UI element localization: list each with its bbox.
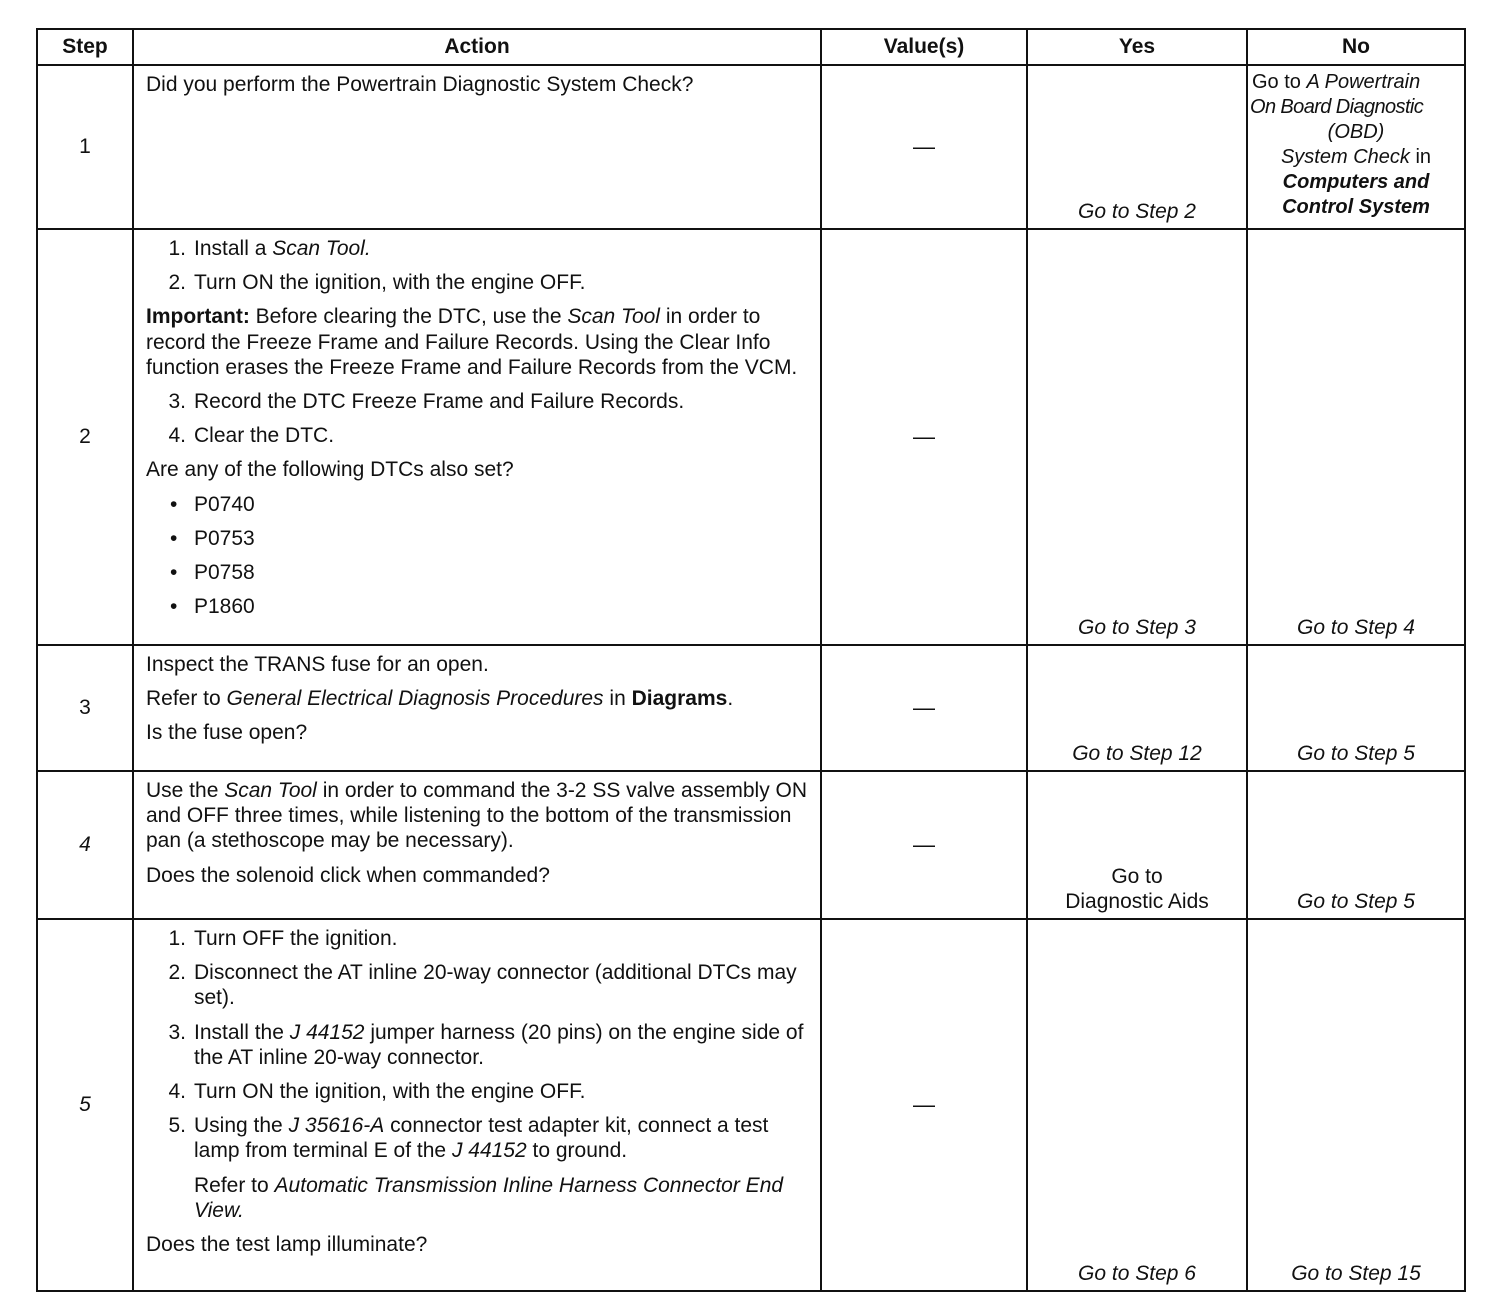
yes-link[interactable]: Go to Step 6 [1078,1261,1196,1285]
no-link[interactable]: Go to Step 15 [1291,1261,1421,1285]
dtc-list-item: • P0740 [170,492,255,516]
dtc-list-item: • P0753 [170,526,255,550]
no-link[interactable]: Go to Step 4 [1297,615,1415,639]
list-item: 3. Record the DTC Freeze Frame and Failure Records. [168,389,685,413]
action-cell [133,645,821,771]
yes-cell [1027,771,1247,919]
header-yes: Yes [1027,29,1247,65]
dtc-list-item: • P0758 [170,560,255,584]
yes-link[interactable]: Go to Step 12 [1072,741,1202,765]
step-number: 5 [37,919,133,1291]
yes-link[interactable]: Go to Diagnostic Aids [1065,864,1209,913]
question-text: Is the fuse open? [146,721,308,745]
question-text: Does the test lamp illuminate? [146,1232,428,1256]
no-cell [1247,919,1465,1291]
no-cell [1247,229,1465,645]
yes-cell [1027,65,1247,229]
yes-link[interactable]: Go to Step 3 [1078,615,1196,639]
action-text: Inspect the TRANS fuse for an open. [146,653,489,676]
header-values: Value(s) [821,29,1027,65]
action-cell [133,229,821,645]
header-row [37,29,1465,65]
important-note: Important: Before clearing the DTC, use the Scan Tool in order to record the Freeze Frame and Failure Records. Using the Clear Info function erases the Freeze Frame and Failure Records from the VCM. [146,305,798,379]
step-number: 4 [37,771,133,919]
refer-text: Refer to Automatic Transmission Inline Harness Connector End View. [194,1173,784,1222]
table-row [37,65,1465,229]
no-link[interactable]: Go to Step 5 [1297,741,1415,765]
list-item: 1. Install a Scan Tool. [168,237,371,260]
action-cell [133,919,821,1291]
no-cell [1247,645,1465,771]
table-row [37,771,1465,919]
no-reference-line3[interactable]: (OBD) [1327,121,1385,143]
table-row [37,645,1465,771]
no-section-line1: Computers and [1282,171,1430,193]
list-item: 4. Turn ON the ignition, with the engine OFF. [168,1079,586,1103]
yes-link[interactable]: Go to Step 2 [1078,199,1196,223]
action-text: Did you perform the Powertrain Diagnostic System Check? [146,73,694,96]
no-reference-line4[interactable]: System Check in [1280,146,1432,168]
dtc-list-item: • P1860 [170,595,255,619]
list-item: 2. Turn ON the ignition, with the engine OFF. [168,271,586,295]
question-text: Are any of the following DTCs also set? [146,458,514,482]
value-cell: — [821,919,1027,1291]
header-action: Action [133,29,821,65]
action-cell [133,771,821,919]
no-cell [1247,65,1465,229]
no-cell [1247,771,1465,919]
question-text: Does the solenoid click when commanded? [146,863,550,887]
header-step: Step [37,29,133,65]
step-number: 3 [37,645,133,771]
list-item: 5. Using the J 35616-A connector test adapter kit, connect a test lamp from terminal E of the J 44152 to ground. [168,1114,769,1163]
diagnostic-table [36,28,1466,1292]
list-item: 3. Install the J 44152 jumper harness (20 pins) on the engine side of the AT inline 20-way connector. [168,1020,804,1069]
no-link[interactable]: Go to Step 5 [1297,889,1415,913]
no-reference-line1[interactable]: Go to A Powertrain [1252,71,1421,93]
action-cell [133,65,821,229]
value-cell: — [821,65,1027,229]
step-number: 1 [37,65,133,229]
no-section-line2: Control System [1282,196,1430,218]
header-no: No [1247,29,1465,65]
value-cell: — [821,771,1027,919]
action-text: Use the Scan Tool in order to command the 3-2 SS valve assembly ON and OFF three times, while listening to the bottom of the transmission pan (a stethoscope may be necessary). [146,779,808,853]
yes-cell [1027,919,1247,1291]
table-row [37,229,1465,645]
yes-cell [1027,645,1247,771]
list-item: 2. Disconnect the AT inline 20-way connector (additional DTCs may set). [168,961,797,1010]
yes-cell [1027,229,1247,645]
step-number: 2 [37,229,133,645]
value-cell: — [821,229,1027,645]
refer-text: Refer to General Electrical Diagnosis Procedures in Diagrams. [146,687,734,711]
list-item: 4. Clear the DTC. [168,424,335,448]
no-reference-line2[interactable]: On Board Diagnostic [1250,96,1424,118]
value-cell: — [821,645,1027,771]
table-row [37,919,1465,1291]
list-item: 1. Turn OFF the ignition. [168,927,398,950]
